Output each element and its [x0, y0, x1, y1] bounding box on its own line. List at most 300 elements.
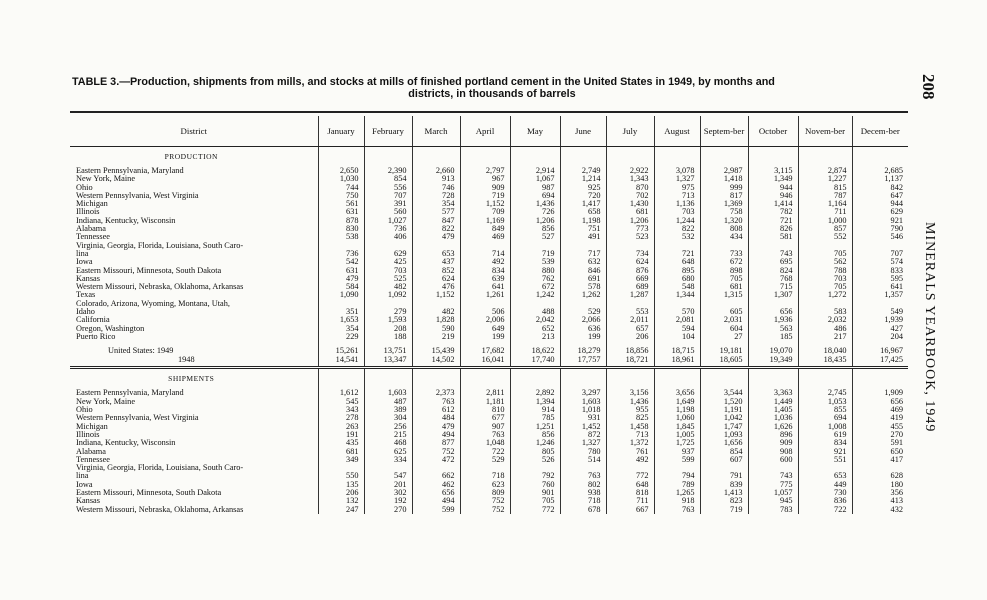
value-cell: 595: [852, 275, 908, 283]
value-cell: 529: [460, 456, 510, 464]
value-cell: 909: [460, 184, 510, 192]
table-row: [70, 431, 908, 439]
value-cell: 206: [318, 489, 364, 497]
value-cell: 18,435: [798, 356, 852, 368]
value-cell: 657: [606, 325, 654, 333]
district-name: Eastern Missouri, Minnesota, South Dakota: [76, 488, 222, 497]
value-cell: 2,081: [654, 316, 700, 324]
value-cell: 1,057: [748, 489, 798, 497]
value-cell: 787: [798, 192, 852, 200]
value-cell: [654, 300, 700, 308]
total-row: [70, 341, 908, 356]
table-spacer-cell: [510, 368, 560, 390]
value-cell: 713: [606, 431, 654, 439]
table-spacer-cell: [412, 147, 460, 168]
table-row: [70, 300, 908, 308]
value-cell: 707: [364, 192, 412, 200]
value-cell: 975: [654, 184, 700, 192]
table-row: [70, 184, 908, 192]
value-cell: 2,066: [560, 316, 606, 324]
value-cell: 1,357: [852, 291, 908, 299]
value-cell: 1,030: [318, 175, 364, 183]
value-cell: 1,227: [798, 175, 852, 183]
table-spacer-cell: [560, 368, 606, 390]
value-cell: [654, 464, 700, 472]
value-cell: 728: [412, 192, 460, 200]
value-cell: 3,078: [654, 167, 700, 175]
district-name: New York, Maine: [76, 175, 135, 184]
value-cell: 809: [460, 489, 510, 497]
value-cell: 846: [560, 267, 606, 275]
value-cell: 135: [318, 481, 364, 489]
value-cell: [748, 464, 798, 472]
district-name: Oregon, Washington: [76, 324, 145, 333]
district-name: Texas: [76, 291, 96, 300]
value-cell: 908: [748, 448, 798, 456]
value-cell: 1,214: [560, 175, 606, 183]
value-cell: 1,315: [700, 291, 748, 299]
value-cell: 546: [852, 233, 908, 241]
value-cell: 570: [654, 308, 700, 316]
value-cell: 487: [364, 398, 412, 406]
value-cell: 599: [412, 506, 460, 514]
value-cell: 482: [364, 283, 412, 291]
value-cell: 550: [318, 472, 364, 480]
value-cell: 1,287: [606, 291, 654, 299]
value-cell: 877: [412, 439, 460, 447]
value-cell: 17,682: [460, 341, 510, 356]
value-cell: 752: [460, 506, 510, 514]
value-cell: 180: [852, 481, 908, 489]
value-cell: 494: [412, 497, 460, 505]
value-cell: 629: [852, 208, 908, 216]
value-cell: 1,405: [748, 406, 798, 414]
value-cell: 539: [510, 258, 560, 266]
value-cell: 1,626: [748, 423, 798, 431]
value-cell: [700, 300, 748, 308]
value-cell: 17,425: [852, 356, 908, 368]
table-row: [70, 316, 908, 324]
district-name: Iowa: [76, 258, 93, 267]
value-cell: 746: [412, 184, 460, 192]
table-row: [70, 167, 908, 175]
value-cell: [798, 464, 852, 472]
value-cell: 1,413: [700, 489, 748, 497]
top-rule: [70, 111, 908, 113]
value-cell: [510, 300, 560, 308]
page-number: 208: [919, 74, 938, 100]
value-cell: 455: [852, 423, 908, 431]
value-cell: 472: [412, 456, 460, 464]
value-cell: 527: [510, 233, 560, 241]
value-cell: 104: [654, 333, 700, 341]
value-cell: 494: [412, 431, 460, 439]
value-cell: 2,874: [798, 167, 852, 175]
value-cell: [364, 300, 412, 308]
value-cell: 818: [606, 489, 654, 497]
column-header-month: April: [460, 116, 510, 147]
value-cell: 1,093: [700, 431, 748, 439]
value-cell: 707: [852, 250, 908, 258]
value-cell: 479: [412, 233, 460, 241]
table-row: [70, 208, 908, 216]
value-cell: 13,751: [364, 341, 412, 356]
value-cell: 705: [798, 250, 852, 258]
value-cell: 632: [560, 258, 606, 266]
value-cell: 525: [364, 275, 412, 283]
value-cell: 1,206: [606, 217, 654, 225]
table-row: [70, 200, 908, 208]
value-cell: 772: [510, 506, 560, 514]
table-spacer-cell: [852, 147, 908, 168]
value-cell: 791: [700, 472, 748, 480]
value-cell: 1,152: [412, 291, 460, 299]
table-spacer-cell: [700, 368, 748, 390]
value-cell: 1,246: [510, 439, 560, 447]
value-cell: 711: [798, 208, 852, 216]
table-spacer-cell: [606, 368, 654, 390]
value-cell: 714: [460, 250, 510, 258]
value-cell: 1,603: [364, 389, 412, 397]
value-cell: 694: [510, 192, 560, 200]
value-cell: 334: [364, 456, 412, 464]
table-spacer-cell: [560, 147, 606, 168]
value-cell: 788: [798, 267, 852, 275]
value-cell: 2,745: [798, 389, 852, 397]
table-title: [72, 76, 912, 100]
value-cell: 18,961: [654, 356, 700, 368]
value-cell: 437: [412, 258, 460, 266]
value-cell: 391: [364, 200, 412, 208]
value-cell: 263: [318, 423, 364, 431]
district-name: Colorado, Arizona, Wyoming, Montana, Utah,: [76, 299, 230, 308]
value-cell: 722: [460, 448, 510, 456]
value-cell: 526: [510, 456, 560, 464]
value-cell: 743: [748, 250, 798, 258]
value-cell: [560, 464, 606, 472]
value-cell: 1,067: [510, 175, 560, 183]
value-cell: 631: [318, 267, 364, 275]
table-row: [70, 481, 908, 489]
value-cell: 594: [654, 325, 700, 333]
value-cell: 736: [364, 225, 412, 233]
value-cell: [748, 242, 798, 250]
value-cell: 703: [654, 208, 700, 216]
value-cell: [798, 300, 852, 308]
value-cell: 538: [318, 233, 364, 241]
value-cell: 760: [510, 481, 560, 489]
value-cell: 743: [748, 472, 798, 480]
value-cell: 1,169: [460, 217, 510, 225]
value-cell: 931: [560, 414, 606, 422]
value-cell: 491: [560, 233, 606, 241]
value-cell: 624: [606, 258, 654, 266]
value-cell: 709: [460, 208, 510, 216]
value-cell: 955: [606, 406, 654, 414]
value-cell: 898: [700, 267, 748, 275]
value-cell: 1,909: [852, 389, 908, 397]
value-cell: 648: [606, 481, 654, 489]
value-cell: [654, 242, 700, 250]
value-cell: 468: [364, 439, 412, 447]
value-cell: 1,198: [560, 217, 606, 225]
value-cell: 199: [460, 333, 510, 341]
value-cell: 492: [460, 258, 510, 266]
value-cell: [700, 464, 748, 472]
value-cell: 304: [364, 414, 412, 422]
value-cell: 1,090: [318, 291, 364, 299]
value-cell: 206: [606, 333, 654, 341]
value-cell: 937: [654, 448, 700, 456]
table-row: [70, 333, 908, 341]
value-cell: 279: [364, 308, 412, 316]
value-cell: 247: [318, 506, 364, 514]
column-header-month: May: [510, 116, 560, 147]
column-header-month: Decem-ber: [852, 116, 908, 147]
value-cell: 794: [654, 472, 700, 480]
value-cell: 270: [852, 431, 908, 439]
value-cell: 658: [560, 208, 606, 216]
value-cell: 532: [654, 233, 700, 241]
production-section-label: PRODUCTION: [164, 151, 218, 161]
value-cell: 631: [318, 208, 364, 216]
value-cell: [318, 242, 364, 250]
value-cell: 1,005: [654, 431, 700, 439]
value-cell: 1,036: [748, 414, 798, 422]
value-cell: 878: [318, 217, 364, 225]
district-name: Alabama: [76, 447, 106, 456]
value-cell: 681: [606, 208, 654, 216]
value-cell: 772: [606, 472, 654, 480]
district-name: Western Missouri, Nebraska, Oklahoma, Arkansas: [76, 505, 244, 514]
value-cell: 188: [364, 333, 412, 341]
column-header-month: January: [318, 116, 364, 147]
value-cell: 1,048: [460, 439, 510, 447]
value-cell: 830: [318, 225, 364, 233]
table-row: [70, 225, 908, 233]
value-cell: 256: [364, 423, 412, 431]
value-cell: 425: [364, 258, 412, 266]
value-cell: 1,349: [748, 175, 798, 183]
column-header-month: October: [748, 116, 798, 147]
value-cell: 639: [460, 275, 510, 283]
value-cell: [748, 300, 798, 308]
value-cell: 1,008: [798, 423, 852, 431]
value-cell: 999: [700, 184, 748, 192]
value-cell: 641: [460, 283, 510, 291]
value-cell: 476: [412, 283, 460, 291]
value-cell: 1,137: [852, 175, 908, 183]
table-row: [70, 175, 908, 183]
district-name: New York, Maine: [76, 397, 135, 406]
value-cell: 2,811: [460, 389, 510, 397]
district-name: Virginia, Georgia, Florida, Louisiana, South Caro-: [76, 464, 244, 473]
value-cell: 217: [798, 333, 852, 341]
value-cell: 1,198: [654, 406, 700, 414]
value-cell: 656: [412, 489, 460, 497]
value-cell: 529: [560, 308, 606, 316]
table-row: [70, 389, 908, 397]
value-cell: [852, 300, 908, 308]
value-cell: 552: [798, 233, 852, 241]
value-cell: 805: [510, 448, 560, 456]
district-name: Tennessee: [76, 455, 110, 464]
value-cell: 752: [412, 448, 460, 456]
table-row: [70, 414, 908, 422]
total-label: United States: 1949: [108, 346, 174, 356]
value-cell: 1,343: [606, 175, 654, 183]
value-cell: 2,032: [798, 316, 852, 324]
table-spacer-cell: [318, 368, 364, 390]
value-cell: 2,373: [412, 389, 460, 397]
table-row: [70, 423, 908, 431]
value-cell: 1,593: [364, 316, 412, 324]
value-cell: 653: [412, 250, 460, 258]
value-cell: 667: [606, 506, 654, 514]
value-cell: 823: [700, 497, 748, 505]
value-cell: 967: [460, 175, 510, 183]
value-cell: 1,320: [700, 217, 748, 225]
value-cell: 650: [852, 448, 908, 456]
value-cell: 556: [364, 184, 412, 192]
value-cell: 1,430: [606, 200, 654, 208]
district-name: Western Pennsylvania, West Virginia: [76, 414, 199, 423]
value-cell: 792: [510, 472, 560, 480]
value-cell: 847: [412, 217, 460, 225]
value-cell: 705: [798, 283, 852, 291]
value-cell: 719: [700, 506, 748, 514]
value-cell: 132: [318, 497, 364, 505]
column-header-month: Novem-ber: [798, 116, 852, 147]
value-cell: 356: [852, 489, 908, 497]
value-cell: 563: [748, 325, 798, 333]
value-cell: 1,828: [412, 316, 460, 324]
value-cell: 856: [510, 225, 560, 233]
value-cell: 1,181: [460, 398, 510, 406]
cement-table: [70, 116, 908, 514]
value-cell: 1,649: [654, 398, 700, 406]
value-cell: 763: [412, 398, 460, 406]
value-cell: 417: [852, 456, 908, 464]
value-cell: 907: [460, 423, 510, 431]
district-name: Ohio: [76, 183, 93, 192]
value-cell: 419: [852, 414, 908, 422]
value-cell: 1,060: [654, 414, 700, 422]
district-name: Virginia, Georgia, Florida, Louisiana, South Caro-: [76, 241, 244, 250]
value-cell: 351: [318, 308, 364, 316]
value-cell: 785: [510, 414, 560, 422]
value-cell: 1,725: [654, 439, 700, 447]
value-cell: 2,650: [318, 167, 364, 175]
value-cell: 542: [318, 258, 364, 266]
value-cell: 560: [364, 208, 412, 216]
value-cell: 1,603: [560, 398, 606, 406]
district-name: Kansas: [76, 274, 100, 283]
value-cell: 2,892: [510, 389, 560, 397]
value-cell: 349: [318, 456, 364, 464]
value-cell: [560, 242, 606, 250]
district-name: Eastern Pennsylvania, Maryland: [76, 389, 184, 398]
value-cell: 836: [798, 497, 852, 505]
value-cell: 736: [318, 250, 364, 258]
value-cell: 854: [364, 175, 412, 183]
value-cell: 343: [318, 406, 364, 414]
value-cell: 2,922: [606, 167, 654, 175]
value-cell: [460, 242, 510, 250]
value-cell: 730: [798, 489, 852, 497]
district-name: Western Pennsylvania, West Virginia: [76, 191, 199, 200]
value-cell: [460, 464, 510, 472]
value-cell: 744: [318, 184, 364, 192]
value-cell: 1,265: [654, 489, 700, 497]
value-cell: 2,685: [852, 167, 908, 175]
value-cell: 656: [748, 308, 798, 316]
table-row: [70, 489, 908, 497]
value-cell: 789: [654, 481, 700, 489]
value-cell: 2,797: [460, 167, 510, 175]
value-cell: 647: [852, 192, 908, 200]
value-cell: 921: [852, 217, 908, 225]
value-cell: 413: [852, 497, 908, 505]
shipments-section-label: SHIPMENTS: [168, 374, 215, 384]
value-cell: 469: [460, 233, 510, 241]
value-cell: 3,297: [560, 389, 606, 397]
value-cell: 1,436: [606, 398, 654, 406]
value-cell: 27: [700, 333, 748, 341]
value-cell: 14,541: [318, 356, 364, 368]
value-cell: 2,042: [510, 316, 560, 324]
value-cell: 909: [748, 439, 798, 447]
value-cell: 719: [510, 250, 560, 258]
value-cell: 599: [654, 456, 700, 464]
value-cell: 1,344: [654, 291, 700, 299]
value-cell: 604: [700, 325, 748, 333]
value-cell: 514: [560, 456, 606, 464]
table-row: [70, 439, 908, 447]
value-cell: 16,041: [460, 356, 510, 368]
value-cell: 810: [460, 406, 510, 414]
value-cell: [318, 300, 364, 308]
value-cell: 895: [654, 267, 700, 275]
value-cell: 1,000: [798, 217, 852, 225]
value-cell: 669: [606, 275, 654, 283]
value-cell: 1,206: [510, 217, 560, 225]
table-row: [70, 406, 908, 414]
value-cell: 681: [700, 283, 748, 291]
value-cell: 705: [510, 497, 560, 505]
value-cell: 721: [654, 250, 700, 258]
value-cell: 648: [654, 258, 700, 266]
table-row: [70, 291, 908, 299]
value-cell: 705: [700, 275, 748, 283]
value-cell: 2,390: [364, 167, 412, 175]
table-row: [70, 506, 908, 514]
production-section: [70, 147, 908, 168]
value-cell: 987: [510, 184, 560, 192]
table-row: [70, 283, 908, 291]
value-cell: 191: [318, 431, 364, 439]
value-cell: 15,261: [318, 341, 364, 356]
table-body: [70, 147, 908, 514]
table-header: [70, 116, 908, 147]
value-cell: 872: [560, 431, 606, 439]
table-row: [70, 233, 908, 241]
value-cell: 591: [852, 439, 908, 447]
value-cell: 944: [852, 200, 908, 208]
table-spacer-cell: [460, 368, 510, 390]
value-cell: 19,070: [748, 341, 798, 356]
table-spacer-cell: [852, 368, 908, 390]
